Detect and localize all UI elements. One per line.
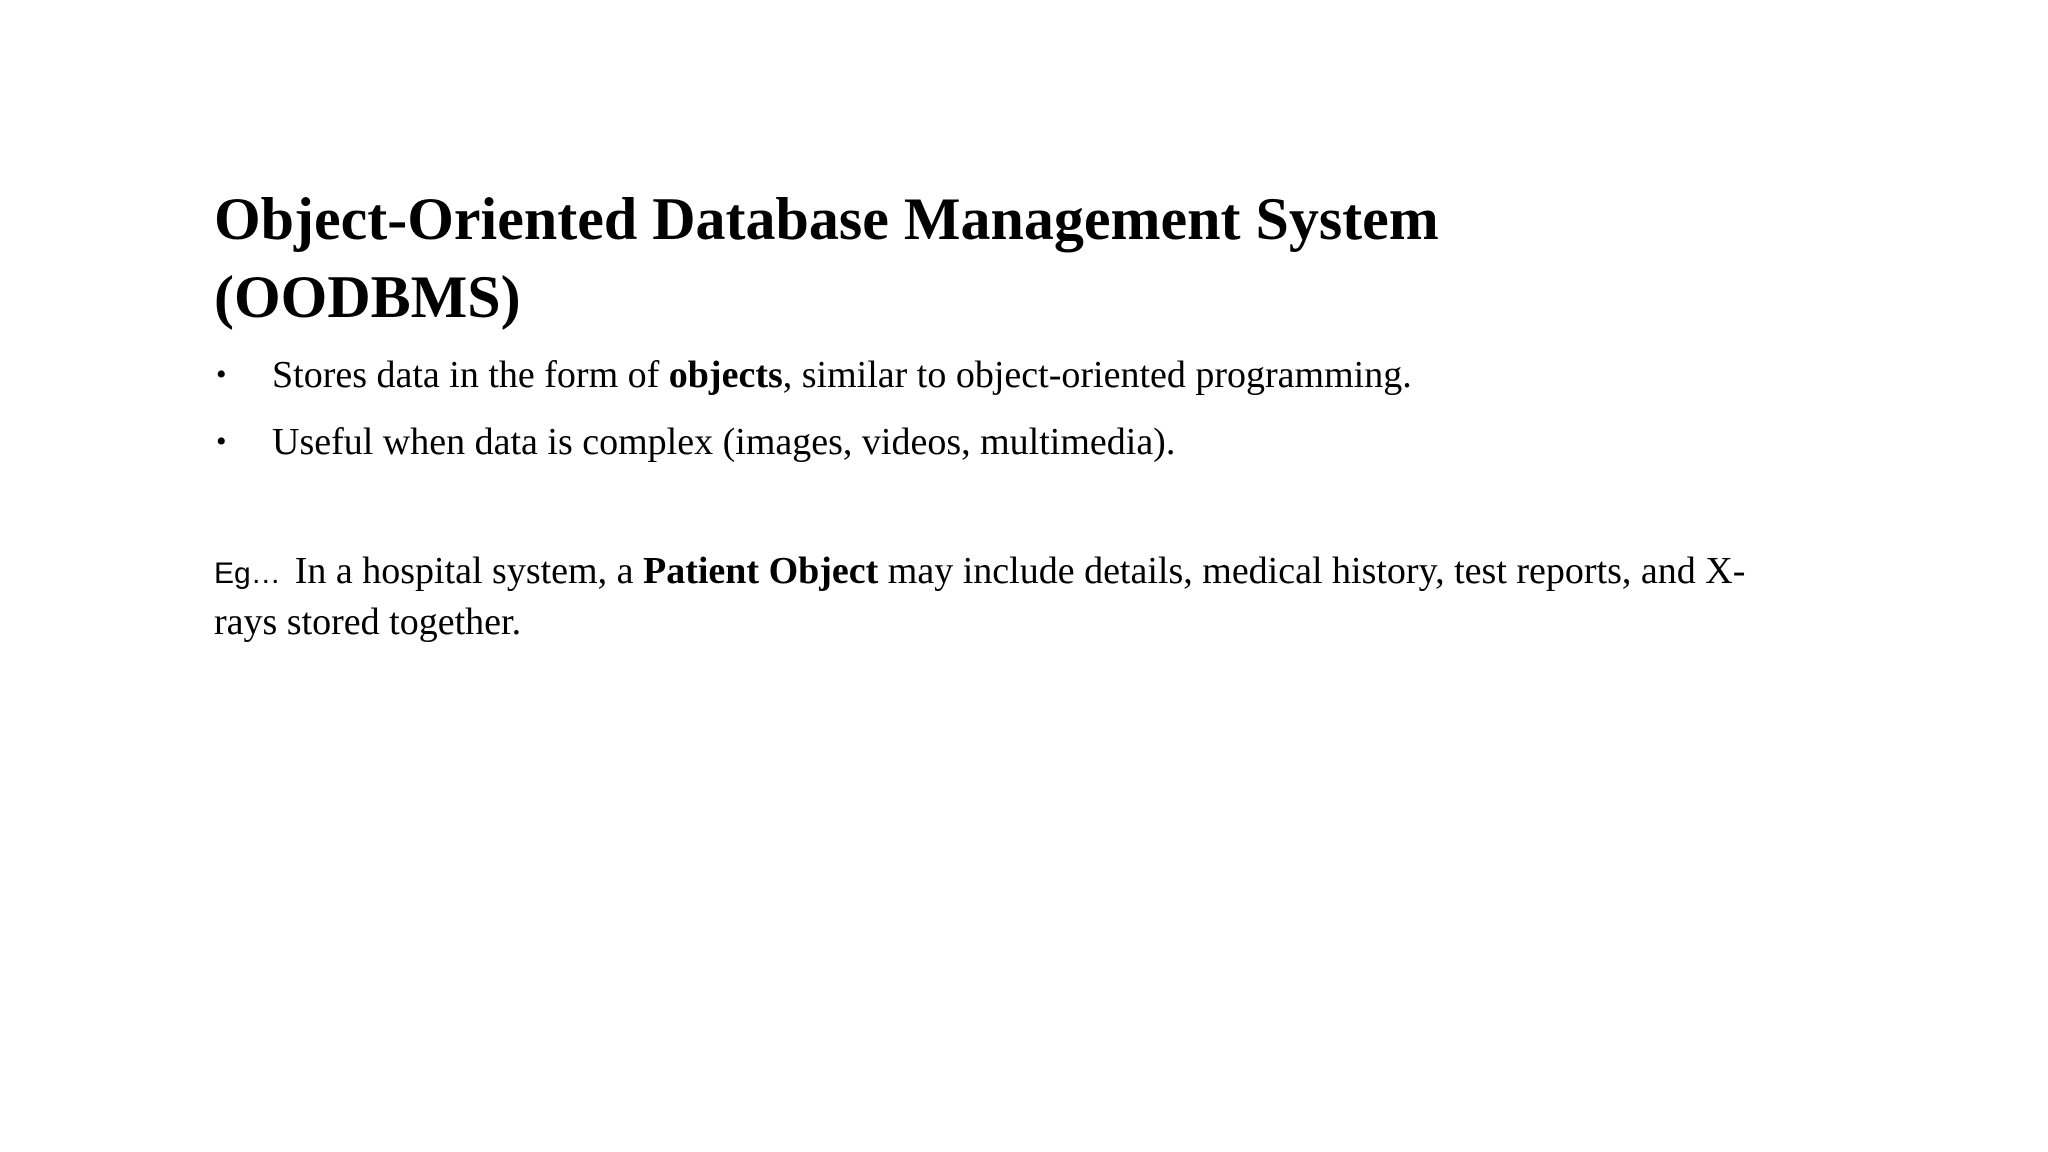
bullet-dot-icon: • [216,425,227,458]
bullet-text-before: Stores data in the form of [272,354,669,396]
example-text-after: may include details, medical history, test reports, and X-rays stored together. [214,550,1746,643]
bullet-dot-icon: • [216,358,227,391]
bullet-text-bold: objects [668,354,783,396]
example-label: Eg… [214,557,281,590]
bullet-text-after: , similar to object-oriented programming. [782,354,1412,396]
bullet-text: Useful when data is complex (images, videos, multimedia). [272,421,1176,463]
example-paragraph [214,547,1774,647]
slide-title [214,180,1814,336]
example-text-before: In a hospital system, a [294,550,643,592]
bullet-item-complex-data [214,414,1914,470]
slide-title-line-1: Object-Oriented Database Management System [214,186,1439,252]
bullet-list [214,347,1914,481]
slide-title-line-2: (OODBMS) [214,264,521,330]
bullet-item-objects [214,347,1914,403]
example-text-bold: Patient Object [642,550,879,592]
